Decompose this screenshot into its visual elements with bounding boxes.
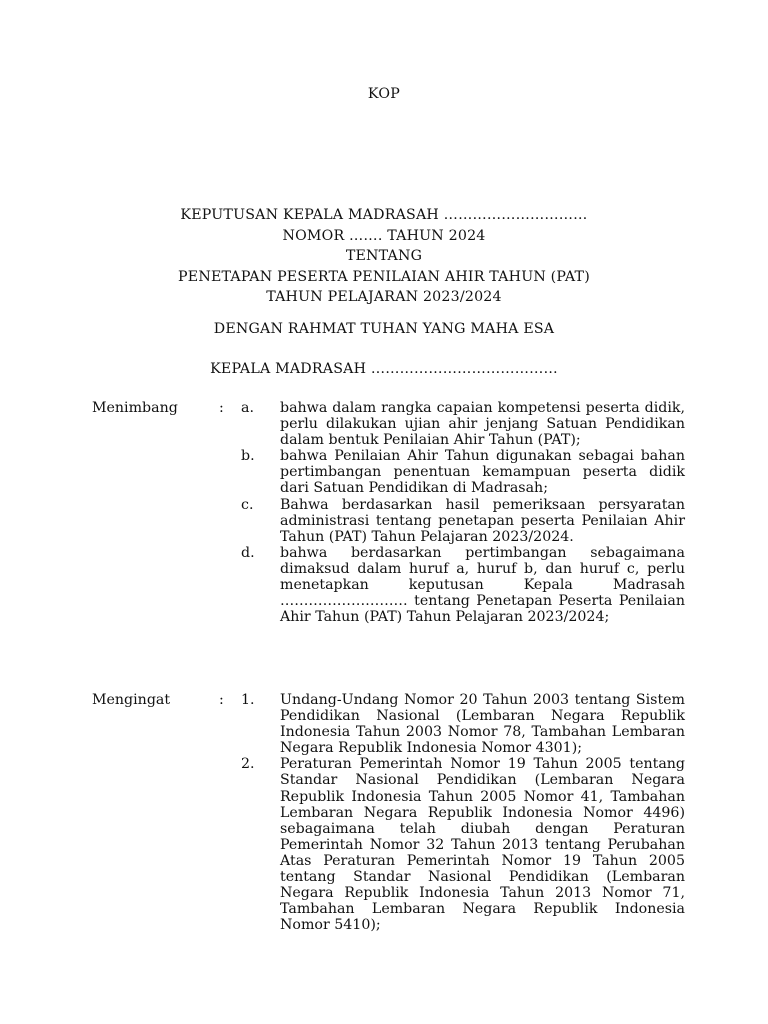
menimbang-section — [92, 400, 692, 625]
item-marker: a. — [241, 400, 254, 416]
item-marker: 2. — [241, 756, 255, 773]
item-marker: 1. — [241, 692, 255, 708]
menimbang-label: Menimbang — [92, 400, 178, 416]
item-marker: d. — [241, 544, 255, 561]
item-text: bahwa dalam rangka capaian kompetensi peserta didik, perlu dilakukan ujian ahir jenjang Satuan Pendidikan dalam bentuk Penilaian Ahir Tahun (PAT); — [280, 400, 685, 449]
item-text: Bahwa berdasarkan hasil pemeriksaan persyaratan administrasi tentang penetapan peserta Penilaian Ahir Tahun (PAT) Tahun Pelajaran 2023/2024. — [280, 496, 685, 545]
mengingat-item — [92, 692, 692, 756]
mengingat-colon: : — [219, 692, 224, 708]
decree-subject: PENETAPAN PESERTA PENILAIAN AHIR TAHUN (PAT) — [178, 268, 590, 285]
menimbang-item — [92, 400, 692, 448]
item-marker: b. — [241, 448, 255, 465]
item-text: Undang-Undang Nomor 20 Tahun 2003 tentang Sistem Pendidikan Nasional (Lembaran Negara Republik Indonesia Tahun 2003 Nomor 78, Tambahan Lembaran Negara Republik Indonesia Nomor 4301); — [280, 692, 685, 757]
mengingat-label: Mengingat — [92, 692, 171, 708]
menimbang-colon: : — [219, 400, 224, 416]
decree-header — [0, 205, 768, 308]
menimbang-item — [92, 448, 692, 496]
menimbang-item — [92, 497, 692, 545]
item-text: bahwa berdasarkan pertimbangan sebagaimana dimaksud dalam huruf a, huruf b, dan huruf c, perlu menetapkan keputusan Kepala Madrasah ……………………… tentang Penetapan Peserta Penilaian Ahir Tahun (PAT) Tahun Pelajaran 2023/2024; — [280, 544, 685, 626]
decree-tentang: TENTANG — [345, 248, 423, 264]
decree-title: KEPUTUSAN KEPALA MADRASAH ………………………… — [180, 207, 588, 223]
mengingat-section — [92, 692, 692, 933]
item-marker: c. — [241, 496, 254, 513]
rahmat-heading: DENGAN RAHMAT TUHAN YANG MAHA ESA — [213, 321, 555, 337]
kepala-heading: KEPALA MADRASAH ………………………………… — [210, 361, 558, 377]
item-text: Peraturan Pemerintah Nomor 19 Tahun 2005 tentang Standar Nasional Pendidikan (Lembaran Negara Republik Indonesia Tahun 2005 Nomor 41, Tambahan Lembaran Negara Republik Indonesia Nomor 4496) sebagaimana telah diubah dengan Peraturan Pemerintah Nomor 32 Tahun 2013 tentang Perubahan Atas Peraturan Pemerintah Nomor 19 Tahun 2005 tentang Standar Nasional Pendidikan (Lembaran Negara Republik Indonesia Tahun 2013 Nomor 71, Tambahan Lembaran Negara Republik Indonesia Nomor 5410); — [280, 756, 685, 934]
mengingat-item — [92, 756, 692, 933]
kop-placeholder: KOP — [367, 86, 401, 102]
menimbang-item — [92, 545, 692, 625]
item-text: bahwa Penilaian Ahir Tahun digunakan sebagai bahan pertimbangan penentuan kemampuan peserta didik dari Satuan Pendidikan di Madrasah; — [280, 448, 685, 497]
decree-year: TAHUN PELAJARAN 2023/2024 — [266, 289, 502, 305]
decree-number: NOMOR ……. TAHUN 2024 — [282, 227, 486, 244]
